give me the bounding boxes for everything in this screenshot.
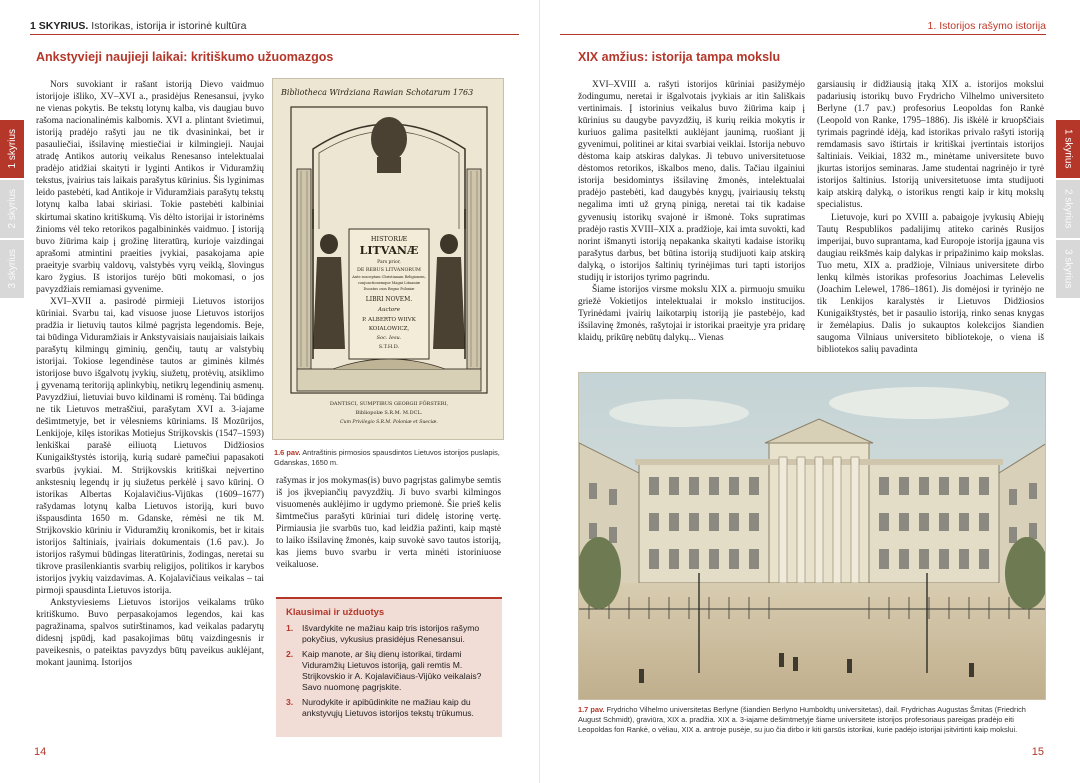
right-column-2 bbox=[817, 79, 1044, 361]
paragraph: XVI–XVIII a. rašyti istorijos kūriniai pasižymėjo žodingumu, neretai ir išgalvotais įvykiais ar itin šališkais vertinimais. Į istorinius veikalus buvo žiūrima kaip į kūrinius su daugybe pavyzdžių, iš kurių reikia mokytis ir kuriuos galima pasitelkti auklėjant jaunimą, ruošiant jį gyvenimui, politinei ar kitai svarbiai veiklai. Istorija nebuvo dėstoma kaip atskiras dalykas. Ji tebuvo universitetuose dėstomos retorikos, iškalbos meno, dalis. Tačiau ilgainiui istorija besidomintys išsilavinę žmonės, intelektualai pradėjo pastebėti, kad daugybės knygų, įvairiausių tekstų negalima imti už gryną pinigą, neretai tai tik kadaise gyvenusių istorikų svajonė ir išmonė. Toks supratimas pradėjo rastis XVIII–XIX a. pradžioje, kai imta suvokti, kad norint išmanyti istoriją nepakanka skaityti kadaise istorikų parašytus darbus, bet būtina istoriją studijuoti kaip atskirą dalyką, o istorijos šaltinių tyrinėjimas turi tapti istorijos studijų ir istorijos tyrimo pagrindu. bbox=[578, 80, 805, 283]
book-title-line: HISTORIÆ bbox=[370, 235, 408, 243]
imprint-line: Cum Privilegio S.R.M. Poloniæ et Sueciæ. bbox=[340, 420, 438, 425]
book-title-line: P. ALBERTO WIIVK bbox=[362, 317, 416, 323]
questions-title: Klausimai ir užduotys bbox=[286, 607, 385, 618]
paragraph: Šiame istorijos virsme mokslu XIX a. pirmuoju smuiku griežė Vokietijos intelektualai ir mokslo institucijos. Tyrinėdami įvairių laikotarpių istoriją jie pastebėjo, kad išsilavinę žmonės, rašytojai ir istorikai praeityje yra pridarę klaidų, prikūrę nebūtų dalykų... Vienas bbox=[578, 284, 805, 343]
book-title-line: Pars prior, bbox=[377, 260, 401, 265]
paragraph: XVI–XVII a. pasirodė pirmieji Lietuvos istorijos kūriniai. Svarbu tai, kad visuose juose Lietuvos istorijos pradžia ir lietuvių tautos kilmė pagrįsta legendomis. Beje, tai būdinga Viduramžiais ir Ankstyvaisiais naujaisiais laikais parašytų kilmingų giminių, genčių, tautų ar valstybių istorijai. Tokiose legendinėse tautos ar giminės kilmės istorijose buvo išgalvotų įvykių, siužetų, protėvių, atsiklimo į gyvenamą teritoriją aplinkybių, netikrų legendinių asmenų. Pavyzdžiui, lietuviai buvo kildinami iš romėnų. Tai būdinga ne tik Lietuvos metraščiui, parašytam XVI a. 3-iajame dešimtmetyje, bet ir vėlesniems kūriniams. Iš Mozūrijos, Lenkijoje, kilęs istorikas Motiejus Strijkovskis (1547–1593) lenkiškai parašė eiliuotą Lietuvos Didžiosios Kunigaikštystės istoriją, kurią sudarė pamečiui papasakoti svarbūs įvykiai. M. Strijkovskis kritiškai neįvertino ankstesnių legendų ir jų siužetus perkėlė į savo kūrinį. O istorikas Albertas Kojalavičius-Vijūkas (1609–1677) rašydamas lotynų kalba Lietuvos istoriją, kuri buvo išspausdinta 1650 m. Gdanske, rėmėsi ne tik M. Strijkovskio kūriniu ir Viduramžių kronikomis, bet ir kitais istorijos šaltiniais, įvairiais dokumentais (1.6 pav.). Jo istorijos rašymui būdingas literatūrinis, žodingas, neretai su tikrove prasilenkiantis svarbių religijos, politikos ir karybos istorijos įvykių vaizdavimas. A. Kojalavičiaus veikalas – tai pirmoji spausdinta Lietuvos istorija. bbox=[36, 296, 264, 596]
section-title-left: Ankstyvieji naujieji laikai: kritiškumo užuomazgos bbox=[36, 50, 334, 64]
right-column-1 bbox=[578, 79, 805, 361]
book-title-line: DE REBUS LITVANORUM bbox=[357, 268, 421, 273]
figure-caption-1-6: 1.6 pav. Antraštinis pirmosios spausdintos Lietuvos istorijos puslapis, Gdanskas, 1650 m. bbox=[274, 448, 500, 467]
tab-chapter-2-left[interactable]: 2 skyrius bbox=[0, 180, 24, 238]
left-column-2 bbox=[276, 475, 501, 585]
paragraph: garsiausių ir didžiausią įtaką XIX a. istorijos mokslui padariusių istorikų buvo Frydrichо Vilhelmo universiteto Berlyne (1.7 pav.) profesorius Leopoldas fon Rankė (Leopold von Ranke, 1795–1886). Jis iškėlė ir kruopščiais tyrimais pagrindė idėją, kad istorikas privalo rašyti istoriją remdamasis savo ištirtais ir kritiškai įvertintais istorijos šaltiniais. Veikiai, 1832 m., minėtame universitete buvo įkurtas istorijos seminaras. Jame studentai nagrinėjo ir tyrė istorijos šaltinius. Istoriją universitetuose imta studijuoti kaip atskirą dalyką, o istorikus rengti kaip ir kitų mokslų specialistus. bbox=[817, 80, 1044, 211]
paragraph: rašymas ir jos mokymas(is) buvo pagrįstas galimybe semtis iš jos įkvepiančių pavyzdžių. Ji buvo svarbi kilmingos visuomenės auklėjimo ir ugdymo priemonė. Šie prieš kelis šimtmečius parašyti kūriniai turi didelę istorinę vertę. Pirmiausia jie svarbūs tuo, kad leidžia pažinti, kaip mąstė to laiko išsilavinę žmonės, kaip suvokė savo tautos istoriją, kas jiems buvo svarbu ir verta minėti istoriniuose veikaluose. bbox=[276, 476, 501, 571]
book-title-line: Auctore bbox=[378, 307, 400, 313]
book-title-page-image bbox=[272, 78, 504, 440]
paragraph: Lietuvoje, kuri po XVIII a. pabaigoje įvykusių Abiejų Tautų Respublikos padalijimų atiteko carinės Rusijos imperijai, buvo suprantama, kad Europoje istorija įgauna vis daugiau reikšmės kaip dalykas ir pripažinimo kaip mokslas. Tuo metu, XIX a. pradžioje, Vilniaus universitete dirbo lenkų kilmės istorikas profesorius Joachimas Lelevelis (Joachim Lelewel, 1786–1861). Jis domėjosi ir tyrinėjo ne tik Lenkijos karalystės ir Lietuvos Didžiosios Kunigaikštystės, bet ir pasaulio istoriją, rinko senas knygas ir žemėlapius. Dalis jo sukauptos kolekcijos šiandien saugoma Vilniaus universiteto bibliotekoje, o viena iš bibliotekos salių pavadinta bbox=[817, 212, 1044, 356]
handwriting-note: Bibliotheca Wirdziana Rawian Schotarum 1763 bbox=[281, 88, 474, 97]
question-item: 2. Kaip manote, ar šių dienų istorikai, tirdami Viduramžių Lietuvos istoriją, gali remtis M. Strijkovskio ir A. Kojalavičiaus-Vijūko veikalais? Savo nuomonę pagrįskite. bbox=[286, 649, 482, 692]
tab-chapter-3-right[interactable]: 3 skyrius bbox=[1056, 240, 1080, 298]
page-number-right: 15 bbox=[1031, 746, 1044, 758]
book-title-line: LIBRI NOVEM. bbox=[365, 296, 413, 303]
imprint-line: DANTISCI, SUMPTIBUS GEORGII FÖRSTERI, bbox=[329, 401, 449, 407]
imprint-line: Bibliopolæ S.R.M. M.DCL. bbox=[355, 410, 423, 416]
paragraph: Ankstyviesiems Lietuvos istorijos veikalams trūko kritiškumo. Buvo perpasakojamos legendos, kai kas pagražinama, spalvos sutirštinamos, kad veikalas padarytų didesnį įspūdį, kad pasakojimas būtų vaizdingesnis ir paveikesnis, o pateiktas pavyzdys būtų paveikus auklėjant, mokant jaunimą. Istorijos bbox=[36, 598, 264, 669]
paragraph: Nors suvokiant ir rašant istoriją Dievo vaidmuo istorijoje išliko, XV–XVI a., prasidėjus Renesansui, įvyko ne vienas pokytis. Be tekstų lotynų kalba, vis daugiau buvo rašoma nacionalinėmis kalbomis. XVI a. plintant švietimui, istoriją pradėjo rašyti jau ne tik dvasininkai, bet ir pasauliečiai, išsilavinę miestiečiai ir kilmingieji. Naujai atradę Antikos autorių veikalus Renesanso intelektualai pradėjo atidžiai skaityti ir lyginti Antikos ir Viduramžių tekstus, įvairius tais laikais parašytus kūrinius. Šis lyginimas leido pastebėti, kad Antikoje ir Viduramžiais parašytų tekstų lotynų kalba labai skiriasi. Tokie pastebėti kalbiniai skirtumai skatino kritiškumą. Vis dėlto istorijai ir istorinėms žinioms vėl teko retorikos pagalbininkės vaidmuo. Į istoriją buvo žiūrima kaip į grožinę literatūrą, kurioje vaizdingai aprašomi atmintini praeities įvykiai, pasakojama apie praeityje svarbių valdovų, valstybės vyrų veiklą, šlovingus karo žygius. Iš istorijos turėjo būti mokomasi, o jos pavyzdžiais remiamasi gyvenime. bbox=[36, 80, 264, 295]
questions-box bbox=[276, 597, 502, 737]
book-title-line: S.T.H.D. bbox=[378, 344, 400, 350]
book-title-line: Soc. Iesu. bbox=[376, 335, 402, 341]
book-title-line: Ante susceptam Christianam Religionem, bbox=[352, 275, 426, 279]
right-page bbox=[540, 0, 1080, 783]
page-number-left: 14 bbox=[34, 746, 47, 758]
book-title-line: Ducatus cum Regno Poloniæ bbox=[363, 287, 415, 291]
question-item: 3. Nurodykite ir apibūdinkite ne mažiau kaip du ankstyvųjų Lietuvos istorijos tekstų trūkumus. bbox=[286, 697, 474, 718]
university-building-image bbox=[578, 372, 1046, 700]
figure-caption-1-7: 1.7 pav. Frydricho Vilhelmo universitetas Berlyne (šiandien Berlyno Humboldtų universitetas), dail. Frydrichas Augustas Šmitas (Friedrich August Schmidt), graviūra, XIX a. pradžia. XIX a. 3-iajame dešimtmetyje šiame universitete istorijos profesoriaus pareigas pradėjo eiti Leopoldas fon Rankė, o vėliau, XIX a. antroje pusėje, su juo čia dirbo ir kiti garsūs istorikai, kurie padėjo istorijai įsitvirtinti kaip mokslui. bbox=[578, 705, 1026, 734]
running-head-right: 1. Istorijos rašymo istorija bbox=[560, 17, 1046, 35]
book-title-line: conjunctionemque Magni Lituaniæ bbox=[357, 281, 421, 285]
running-head-left: 1 SKYRIUS. Istorikas, istorija ir istorinė kultūra bbox=[30, 17, 519, 35]
tab-chapter-1-right[interactable]: 1 skyrius bbox=[1056, 120, 1080, 178]
book-title-line: KOIALOWICZ, bbox=[368, 326, 410, 332]
book-title-line: LITVANÆ bbox=[359, 244, 419, 257]
tab-chapter-2-right[interactable]: 2 skyrius bbox=[1056, 180, 1080, 238]
question-item: 1. Išvardykite ne mažiau kaip tris istorijos rašymo pokyčius, vykusius prasidėjus Renesansui. bbox=[286, 623, 480, 644]
tab-chapter-3-left[interactable]: 3 skyrius bbox=[0, 240, 24, 298]
left-column-1 bbox=[36, 79, 264, 763]
tab-chapter-1-left[interactable]: 1 skyrius bbox=[0, 120, 24, 178]
section-title-right: XIX amžius: istorija tampa mokslu bbox=[578, 50, 781, 64]
